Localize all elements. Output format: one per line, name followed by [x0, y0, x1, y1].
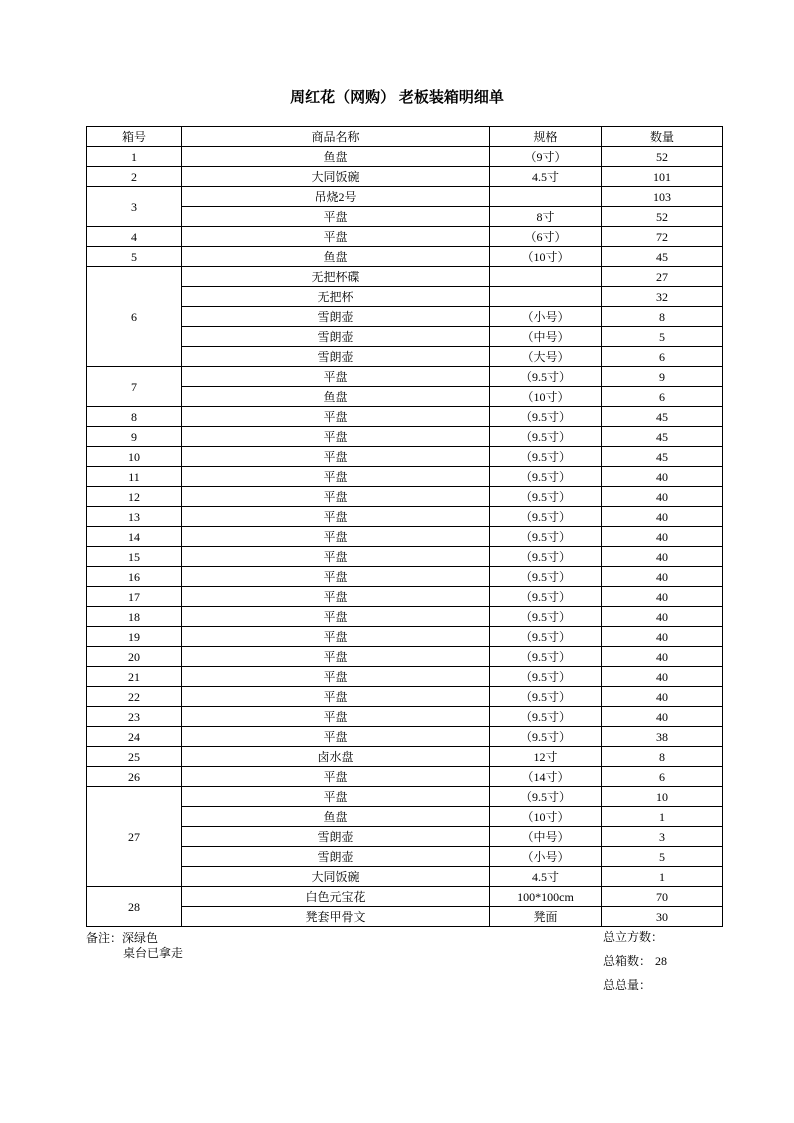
quantity-cell: 45 — [602, 247, 723, 267]
product-name-cell: 鱼盘 — [182, 387, 490, 407]
spec-cell: 100*100cm — [490, 887, 602, 907]
table-row — [87, 327, 723, 347]
box-number-cell: 12 — [87, 487, 182, 507]
spec-cell: （9.5寸） — [490, 727, 602, 747]
spec-cell: （中号） — [490, 827, 602, 847]
remarks-line-1 — [86, 931, 183, 946]
total-boxes — [603, 953, 667, 977]
product-name-cell: 平盘 — [182, 547, 490, 567]
header-spec: 规格 — [490, 127, 602, 147]
spec-cell: （9.5寸） — [490, 627, 602, 647]
spec-cell: 8寸 — [490, 207, 602, 227]
packing-list-table — [86, 126, 723, 927]
box-number-cell: 20 — [87, 647, 182, 667]
quantity-cell: 30 — [602, 907, 723, 927]
box-number-cell: 18 — [87, 607, 182, 627]
table-row — [87, 307, 723, 327]
product-name-cell: 平盘 — [182, 587, 490, 607]
total-boxes-label: 总箱数： — [603, 954, 652, 968]
quantity-cell: 27 — [602, 267, 723, 287]
product-name-cell: 雪朗壶 — [182, 307, 490, 327]
table-row — [87, 767, 723, 787]
summary-block — [603, 929, 667, 1001]
table-row — [87, 847, 723, 867]
spec-cell: （14寸） — [490, 767, 602, 787]
spec-cell: （9.5寸） — [490, 467, 602, 487]
spec-cell: 4.5寸 — [490, 867, 602, 887]
box-number-cell: 1 — [87, 147, 182, 167]
table-row — [87, 567, 723, 587]
table-row — [87, 787, 723, 807]
product-name-cell: 无把杯碟 — [182, 267, 490, 287]
product-name-cell: 平盘 — [182, 227, 490, 247]
quantity-cell: 45 — [602, 447, 723, 467]
box-number-cell: 27 — [87, 787, 182, 887]
spec-cell: （6寸） — [490, 227, 602, 247]
product-name-cell: 平盘 — [182, 407, 490, 427]
table-row — [87, 267, 723, 287]
quantity-cell: 1 — [602, 807, 723, 827]
table-row — [87, 167, 723, 187]
remarks-line-2: 桌台已拿走 — [123, 946, 184, 960]
quantity-cell: 5 — [602, 327, 723, 347]
packing-table-body — [87, 147, 723, 927]
table-row — [87, 647, 723, 667]
quantity-cell: 40 — [602, 587, 723, 607]
table-row — [87, 187, 723, 207]
spec-cell: 凳面 — [490, 907, 602, 927]
table-row — [87, 247, 723, 267]
product-name-cell: 大同饭碗 — [182, 167, 490, 187]
box-number-cell: 10 — [87, 447, 182, 467]
product-name-cell: 雪朗壶 — [182, 847, 490, 867]
box-number-cell: 28 — [87, 887, 182, 927]
quantity-cell: 45 — [602, 427, 723, 447]
quantity-cell: 72 — [602, 227, 723, 247]
box-number-cell: 4 — [87, 227, 182, 247]
spec-cell: （10寸） — [490, 807, 602, 827]
product-name-cell: 平盘 — [182, 607, 490, 627]
box-number-cell: 16 — [87, 567, 182, 587]
table-row — [87, 287, 723, 307]
quantity-cell: 40 — [602, 627, 723, 647]
product-name-cell: 卤水盘 — [182, 747, 490, 767]
product-name-cell: 平盘 — [182, 507, 490, 527]
spec-cell: （10寸） — [490, 387, 602, 407]
product-name-cell: 鱼盘 — [182, 807, 490, 827]
quantity-cell: 40 — [602, 487, 723, 507]
product-name-cell: 平盘 — [182, 787, 490, 807]
header-product-name: 商品名称 — [182, 127, 490, 147]
box-number-cell: 25 — [87, 747, 182, 767]
box-number-cell: 19 — [87, 627, 182, 647]
box-number-cell: 23 — [87, 707, 182, 727]
quantity-cell: 6 — [602, 387, 723, 407]
box-number-cell: 22 — [87, 687, 182, 707]
spec-cell: （10寸） — [490, 247, 602, 267]
table-row — [87, 607, 723, 627]
spec-cell: （9.5寸） — [490, 647, 602, 667]
box-number-cell: 17 — [87, 587, 182, 607]
quantity-cell: 52 — [602, 147, 723, 167]
quantity-cell: 40 — [602, 687, 723, 707]
product-name-cell: 无把杯 — [182, 287, 490, 307]
product-name-cell: 平盘 — [182, 207, 490, 227]
header-quantity: 数量 — [602, 127, 723, 147]
product-name-cell: 平盘 — [182, 767, 490, 787]
product-name-cell: 平盘 — [182, 447, 490, 467]
quantity-cell: 40 — [602, 647, 723, 667]
box-number-cell: 8 — [87, 407, 182, 427]
table-row — [87, 887, 723, 907]
box-number-cell: 11 — [87, 467, 182, 487]
product-name-cell: 凳套甲骨文 — [182, 907, 490, 927]
table-row — [87, 207, 723, 227]
remarks-text: 深绿色 — [122, 931, 159, 945]
product-name-cell: 鱼盘 — [182, 147, 490, 167]
box-number-cell: 13 — [87, 507, 182, 527]
table-row — [87, 827, 723, 847]
product-name-cell: 平盘 — [182, 567, 490, 587]
product-name-cell: 雪朗壶 — [182, 827, 490, 847]
product-name-cell: 平盘 — [182, 367, 490, 387]
box-number-cell: 5 — [87, 247, 182, 267]
box-number-cell: 3 — [87, 187, 182, 227]
table-row — [87, 387, 723, 407]
box-number-cell: 9 — [87, 427, 182, 447]
header-row — [87, 127, 723, 147]
total-quantity-value — [651, 978, 655, 992]
quantity-cell: 10 — [602, 787, 723, 807]
quantity-cell: 45 — [602, 407, 723, 427]
page-title: 周红花（网购） 老板装箱明细单 — [290, 90, 504, 106]
product-name-cell: 雪朗壶 — [182, 347, 490, 367]
table-row — [87, 907, 723, 927]
quantity-cell: 70 — [602, 887, 723, 907]
product-name-cell: 吊烧2号 — [182, 187, 490, 207]
box-number-cell: 26 — [87, 767, 182, 787]
box-number-cell: 24 — [87, 727, 182, 747]
spec-cell: （9寸） — [490, 147, 602, 167]
total-volume-value — [663, 930, 667, 944]
spec-cell: （大号） — [490, 347, 602, 367]
quantity-cell: 9 — [602, 367, 723, 387]
quantity-cell: 6 — [602, 347, 723, 367]
product-name-cell: 平盘 — [182, 467, 490, 487]
table-row — [87, 807, 723, 827]
spec-cell — [490, 287, 602, 307]
spec-cell: （9.5寸） — [490, 687, 602, 707]
quantity-cell: 101 — [602, 167, 723, 187]
quantity-cell: 40 — [602, 667, 723, 687]
box-number-cell: 2 — [87, 167, 182, 187]
product-name-cell: 平盘 — [182, 667, 490, 687]
spec-cell: （9.5寸） — [490, 507, 602, 527]
box-number-cell: 15 — [87, 547, 182, 567]
quantity-cell: 5 — [602, 847, 723, 867]
quantity-cell: 40 — [602, 527, 723, 547]
product-name-cell: 鱼盘 — [182, 247, 490, 267]
total-boxes-value: 28 — [655, 954, 668, 968]
product-name-cell: 白色元宝花 — [182, 887, 490, 907]
spec-cell: 4.5寸 — [490, 167, 602, 187]
product-name-cell: 雪朗壶 — [182, 327, 490, 347]
spec-cell: （9.5寸） — [490, 407, 602, 427]
table-row — [87, 147, 723, 167]
remarks-label: 备注： — [86, 931, 123, 945]
quantity-cell: 1 — [602, 867, 723, 887]
product-name-cell: 大同饭碗 — [182, 867, 490, 887]
spec-cell: （9.5寸） — [490, 547, 602, 567]
table-row — [87, 867, 723, 887]
total-volume-label: 总立方数： — [603, 930, 664, 944]
table-header — [87, 127, 723, 147]
quantity-cell: 8 — [602, 747, 723, 767]
table-row — [87, 527, 723, 547]
table-row — [87, 687, 723, 707]
spec-cell: 12寸 — [490, 747, 602, 767]
quantity-cell: 103 — [602, 187, 723, 207]
spec-cell: （9.5寸） — [490, 667, 602, 687]
total-quantity — [603, 977, 667, 1001]
table-row — [87, 667, 723, 687]
product-name-cell: 平盘 — [182, 427, 490, 447]
table-row — [87, 367, 723, 387]
table-row — [87, 707, 723, 727]
product-name-cell: 平盘 — [182, 707, 490, 727]
quantity-cell: 3 — [602, 827, 723, 847]
spec-cell: （9.5寸） — [490, 487, 602, 507]
remarks — [86, 931, 183, 961]
table-row — [87, 427, 723, 447]
spec-cell: （9.5寸） — [490, 367, 602, 387]
spec-cell: （9.5寸） — [490, 587, 602, 607]
box-number-cell: 21 — [87, 667, 182, 687]
spec-cell: （中号） — [490, 327, 602, 347]
table-row — [87, 587, 723, 607]
quantity-cell: 52 — [602, 207, 723, 227]
spec-cell: （9.5寸） — [490, 447, 602, 467]
total-quantity-label: 总总量： — [603, 978, 652, 992]
product-name-cell: 平盘 — [182, 687, 490, 707]
table-row — [87, 227, 723, 247]
quantity-cell: 40 — [602, 607, 723, 627]
quantity-cell: 40 — [602, 707, 723, 727]
table-row — [87, 507, 723, 527]
spec-cell: （9.5寸） — [490, 567, 602, 587]
table-row — [87, 547, 723, 567]
table-row — [87, 747, 723, 767]
table-row — [87, 467, 723, 487]
product-name-cell: 平盘 — [182, 487, 490, 507]
product-name-cell: 平盘 — [182, 727, 490, 747]
table-row — [87, 727, 723, 747]
quantity-cell: 38 — [602, 727, 723, 747]
spec-cell: （9.5寸） — [490, 707, 602, 727]
product-name-cell: 平盘 — [182, 627, 490, 647]
table-row — [87, 407, 723, 427]
product-name-cell: 平盘 — [182, 527, 490, 547]
spec-cell: （小号） — [490, 307, 602, 327]
table-row — [87, 447, 723, 467]
product-name-cell: 平盘 — [182, 647, 490, 667]
box-number-cell: 7 — [87, 367, 182, 407]
total-volume — [603, 929, 667, 953]
quantity-cell: 40 — [602, 467, 723, 487]
spec-cell: （9.5寸） — [490, 527, 602, 547]
quantity-cell: 40 — [602, 507, 723, 527]
quantity-cell: 40 — [602, 567, 723, 587]
box-number-cell: 6 — [87, 267, 182, 367]
quantity-cell: 32 — [602, 287, 723, 307]
table-row — [87, 627, 723, 647]
header-box-number: 箱号 — [87, 127, 182, 147]
table-row — [87, 347, 723, 367]
quantity-cell: 40 — [602, 547, 723, 567]
quantity-cell: 6 — [602, 767, 723, 787]
spec-cell — [490, 267, 602, 287]
spec-cell: （小号） — [490, 847, 602, 867]
spec-cell: （9.5寸） — [490, 787, 602, 807]
quantity-cell: 8 — [602, 307, 723, 327]
table-row — [87, 487, 723, 507]
box-number-cell: 14 — [87, 527, 182, 547]
spec-cell: （9.5寸） — [490, 607, 602, 627]
spec-cell: （9.5寸） — [490, 427, 602, 447]
spec-cell — [490, 187, 602, 207]
